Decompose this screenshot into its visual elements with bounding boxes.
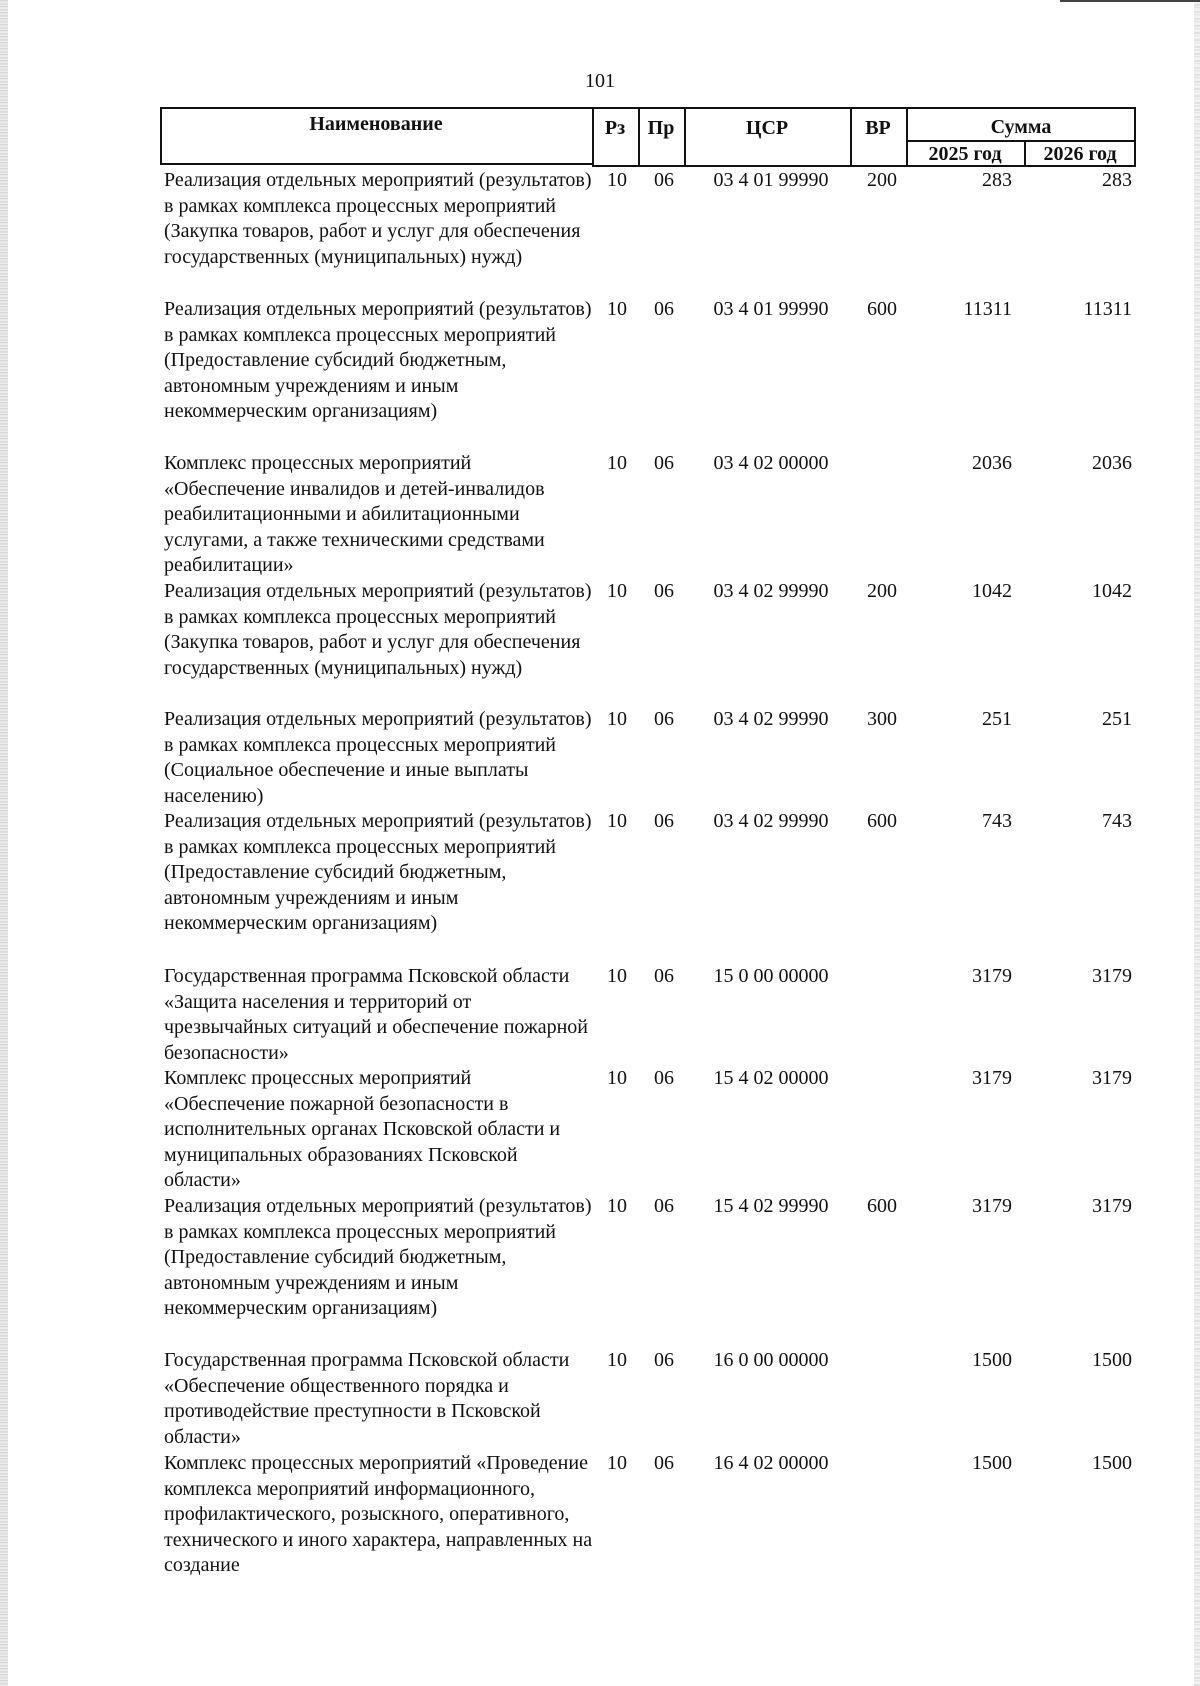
header-top-border	[160, 107, 1136, 109]
cell-sum-2026: 1500	[1092, 1349, 1132, 1371]
cell-csr: 03 4 01 99990	[713, 298, 829, 320]
cell-name: Государственная программа Псковской области «Обеспечение общественного порядка и противодействие преступности в Псковской области»	[164, 1349, 570, 1448]
cell-vr: 200	[867, 580, 897, 602]
scan-edge-left	[0, 0, 8, 1686]
cell-sum-2025: 251	[982, 708, 1012, 730]
cell-pr: 06	[654, 580, 674, 602]
cell-name: Реализация отдельных мероприятий (результатов) в рамках комплекса процессных мероприятий (Социальное обеспечение и иные выплаты населению)	[164, 708, 592, 807]
cell-sum-2026: 3179	[1092, 1067, 1132, 1089]
cell-sum-2026: 743	[1102, 810, 1132, 832]
cell-csr: 16 0 00 00000	[713, 1349, 829, 1371]
cell-sum-2026: 3179	[1092, 1195, 1132, 1217]
cell-name: Комплекс процессных мероприятий «Обеспечение инвалидов и детей-инвалидов реабилитационными и абилитационными услугами, а также техническими средствами реабилитации»	[164, 452, 545, 576]
cell-name: Реализация отдельных мероприятий (результатов) в рамках комплекса процессных мероприятий (Закупка товаров, работ и услуг для обеспечения государственных (муниципальных) нужд)	[164, 169, 592, 268]
cell-name: Реализация отдельных мероприятий (результатов) в рамках комплекса процессных мероприятий (Предоставление субсидий бюджетным, автономным учреждениям и иным некоммерческим организациям)	[164, 810, 592, 934]
cell-vr: 600	[867, 810, 897, 832]
cell-name: Реализация отдельных мероприятий (результатов) в рамках комплекса процессных мероприятий (Предоставление субсидий бюджетным, автономным учреждениям и иным некоммерческим организациям)	[164, 1195, 592, 1319]
cell-rz: 10	[607, 708, 627, 730]
cell-sum-2026: 11311	[1083, 298, 1132, 320]
header-pr: Пр	[647, 117, 675, 139]
cell-rz: 10	[607, 1195, 627, 1217]
cell-pr: 06	[654, 1067, 674, 1089]
header-name: Наименование	[309, 113, 443, 135]
header-sum-divider	[906, 140, 1136, 142]
header-rz: Рз	[604, 117, 626, 139]
cell-rz: 10	[607, 1452, 627, 1474]
cell-sum-2026: 283	[1102, 169, 1132, 191]
cell-csr: 15 0 00 00000	[713, 965, 829, 987]
cell-csr: 03 4 02 99990	[713, 810, 829, 832]
cell-sum-2025: 743	[982, 810, 1012, 832]
cell-sum-2025: 3179	[972, 965, 1012, 987]
cell-pr: 06	[654, 965, 674, 987]
cell-sum-2025: 1500	[972, 1452, 1012, 1474]
cell-pr: 06	[654, 298, 674, 320]
cell-rz: 10	[607, 810, 627, 832]
header-year-2025: 2025 год	[928, 143, 1002, 165]
header-bottom-border-left	[160, 163, 592, 165]
cell-sum-2025: 1500	[972, 1349, 1012, 1371]
cell-rz: 10	[607, 452, 627, 474]
cell-rz: 10	[607, 1067, 627, 1089]
header-vr: ВР	[865, 117, 891, 139]
scan-edge-right	[1194, 0, 1200, 1686]
cell-sum-2025: 3179	[972, 1067, 1012, 1089]
cell-vr: 600	[867, 298, 897, 320]
cell-name: Комплекс процессных мероприятий «Обеспечение пожарной безопасности в исполнительных органах Псковской области и муниципальных образованиях Псковской области»	[164, 1067, 561, 1191]
cell-rz: 10	[607, 169, 627, 191]
scan-edge-top	[1060, 0, 1200, 2]
cell-vr: 200	[867, 169, 897, 191]
header-year-2026: 2026 год	[1043, 143, 1117, 165]
cell-vr: 300	[867, 708, 897, 730]
cell-sum-2026: 1500	[1092, 1452, 1132, 1474]
cell-rz: 10	[607, 1349, 627, 1371]
cell-pr: 06	[654, 810, 674, 832]
cell-name: Государственная программа Псковской области «Защита населения и территорий от чрезвычайных ситуаций и обеспечение пожарной безопасности»	[164, 965, 588, 1064]
cell-csr: 03 4 02 99990	[713, 708, 829, 730]
table-header	[160, 107, 1138, 167]
cell-pr: 06	[654, 708, 674, 730]
cell-sum-2025: 3179	[972, 1195, 1012, 1217]
cell-csr: 03 4 01 99990	[713, 169, 829, 191]
cell-name: Комплекс процессных мероприятий «Проведение комплекса мероприятий информационного, профилактического, розыскного, оперативного, технического и иного характера, направленных на создание	[164, 1452, 593, 1576]
cell-csr: 15 4 02 00000	[713, 1067, 829, 1089]
header-sum: Сумма	[990, 116, 1052, 138]
cell-pr: 06	[654, 1452, 674, 1474]
cell-rz: 10	[607, 298, 627, 320]
cell-name: Реализация отдельных мероприятий (результатов) в рамках комплекса процессных мероприятий (Предоставление субсидий бюджетным, автономным учреждениям и иным некоммерческим организациям)	[164, 298, 592, 422]
cell-rz: 10	[607, 580, 627, 602]
cell-sum-2026: 2036	[1092, 452, 1132, 474]
cell-sum-2026: 1042	[1092, 580, 1132, 602]
cell-csr: 03 4 02 00000	[713, 452, 829, 474]
cell-sum-2025: 2036	[972, 452, 1012, 474]
cell-name: Реализация отдельных мероприятий (результатов) в рамках комплекса процессных мероприятий (Закупка товаров, работ и услуг для обеспечения государственных (муниципальных) нужд)	[164, 580, 592, 679]
cell-sum-2025: 283	[982, 169, 1012, 191]
header-csr: ЦСР	[745, 117, 789, 139]
cell-pr: 06	[654, 452, 674, 474]
cell-sum-2026: 3179	[1092, 965, 1132, 987]
cell-pr: 06	[654, 169, 674, 191]
cell-csr: 15 4 02 99990	[713, 1195, 829, 1217]
cell-vr: 600	[867, 1195, 897, 1217]
cell-pr: 06	[654, 1349, 674, 1371]
cell-rz: 10	[607, 965, 627, 987]
cell-sum-2025: 11311	[963, 298, 1012, 320]
cell-sum-2026: 251	[1102, 708, 1132, 730]
cell-csr: 03 4 02 99990	[713, 580, 829, 602]
cell-pr: 06	[654, 1195, 674, 1217]
cell-csr: 16 4 02 00000	[713, 1452, 829, 1474]
cell-sum-2025: 1042	[972, 580, 1012, 602]
page-number: 101	[585, 70, 615, 92]
